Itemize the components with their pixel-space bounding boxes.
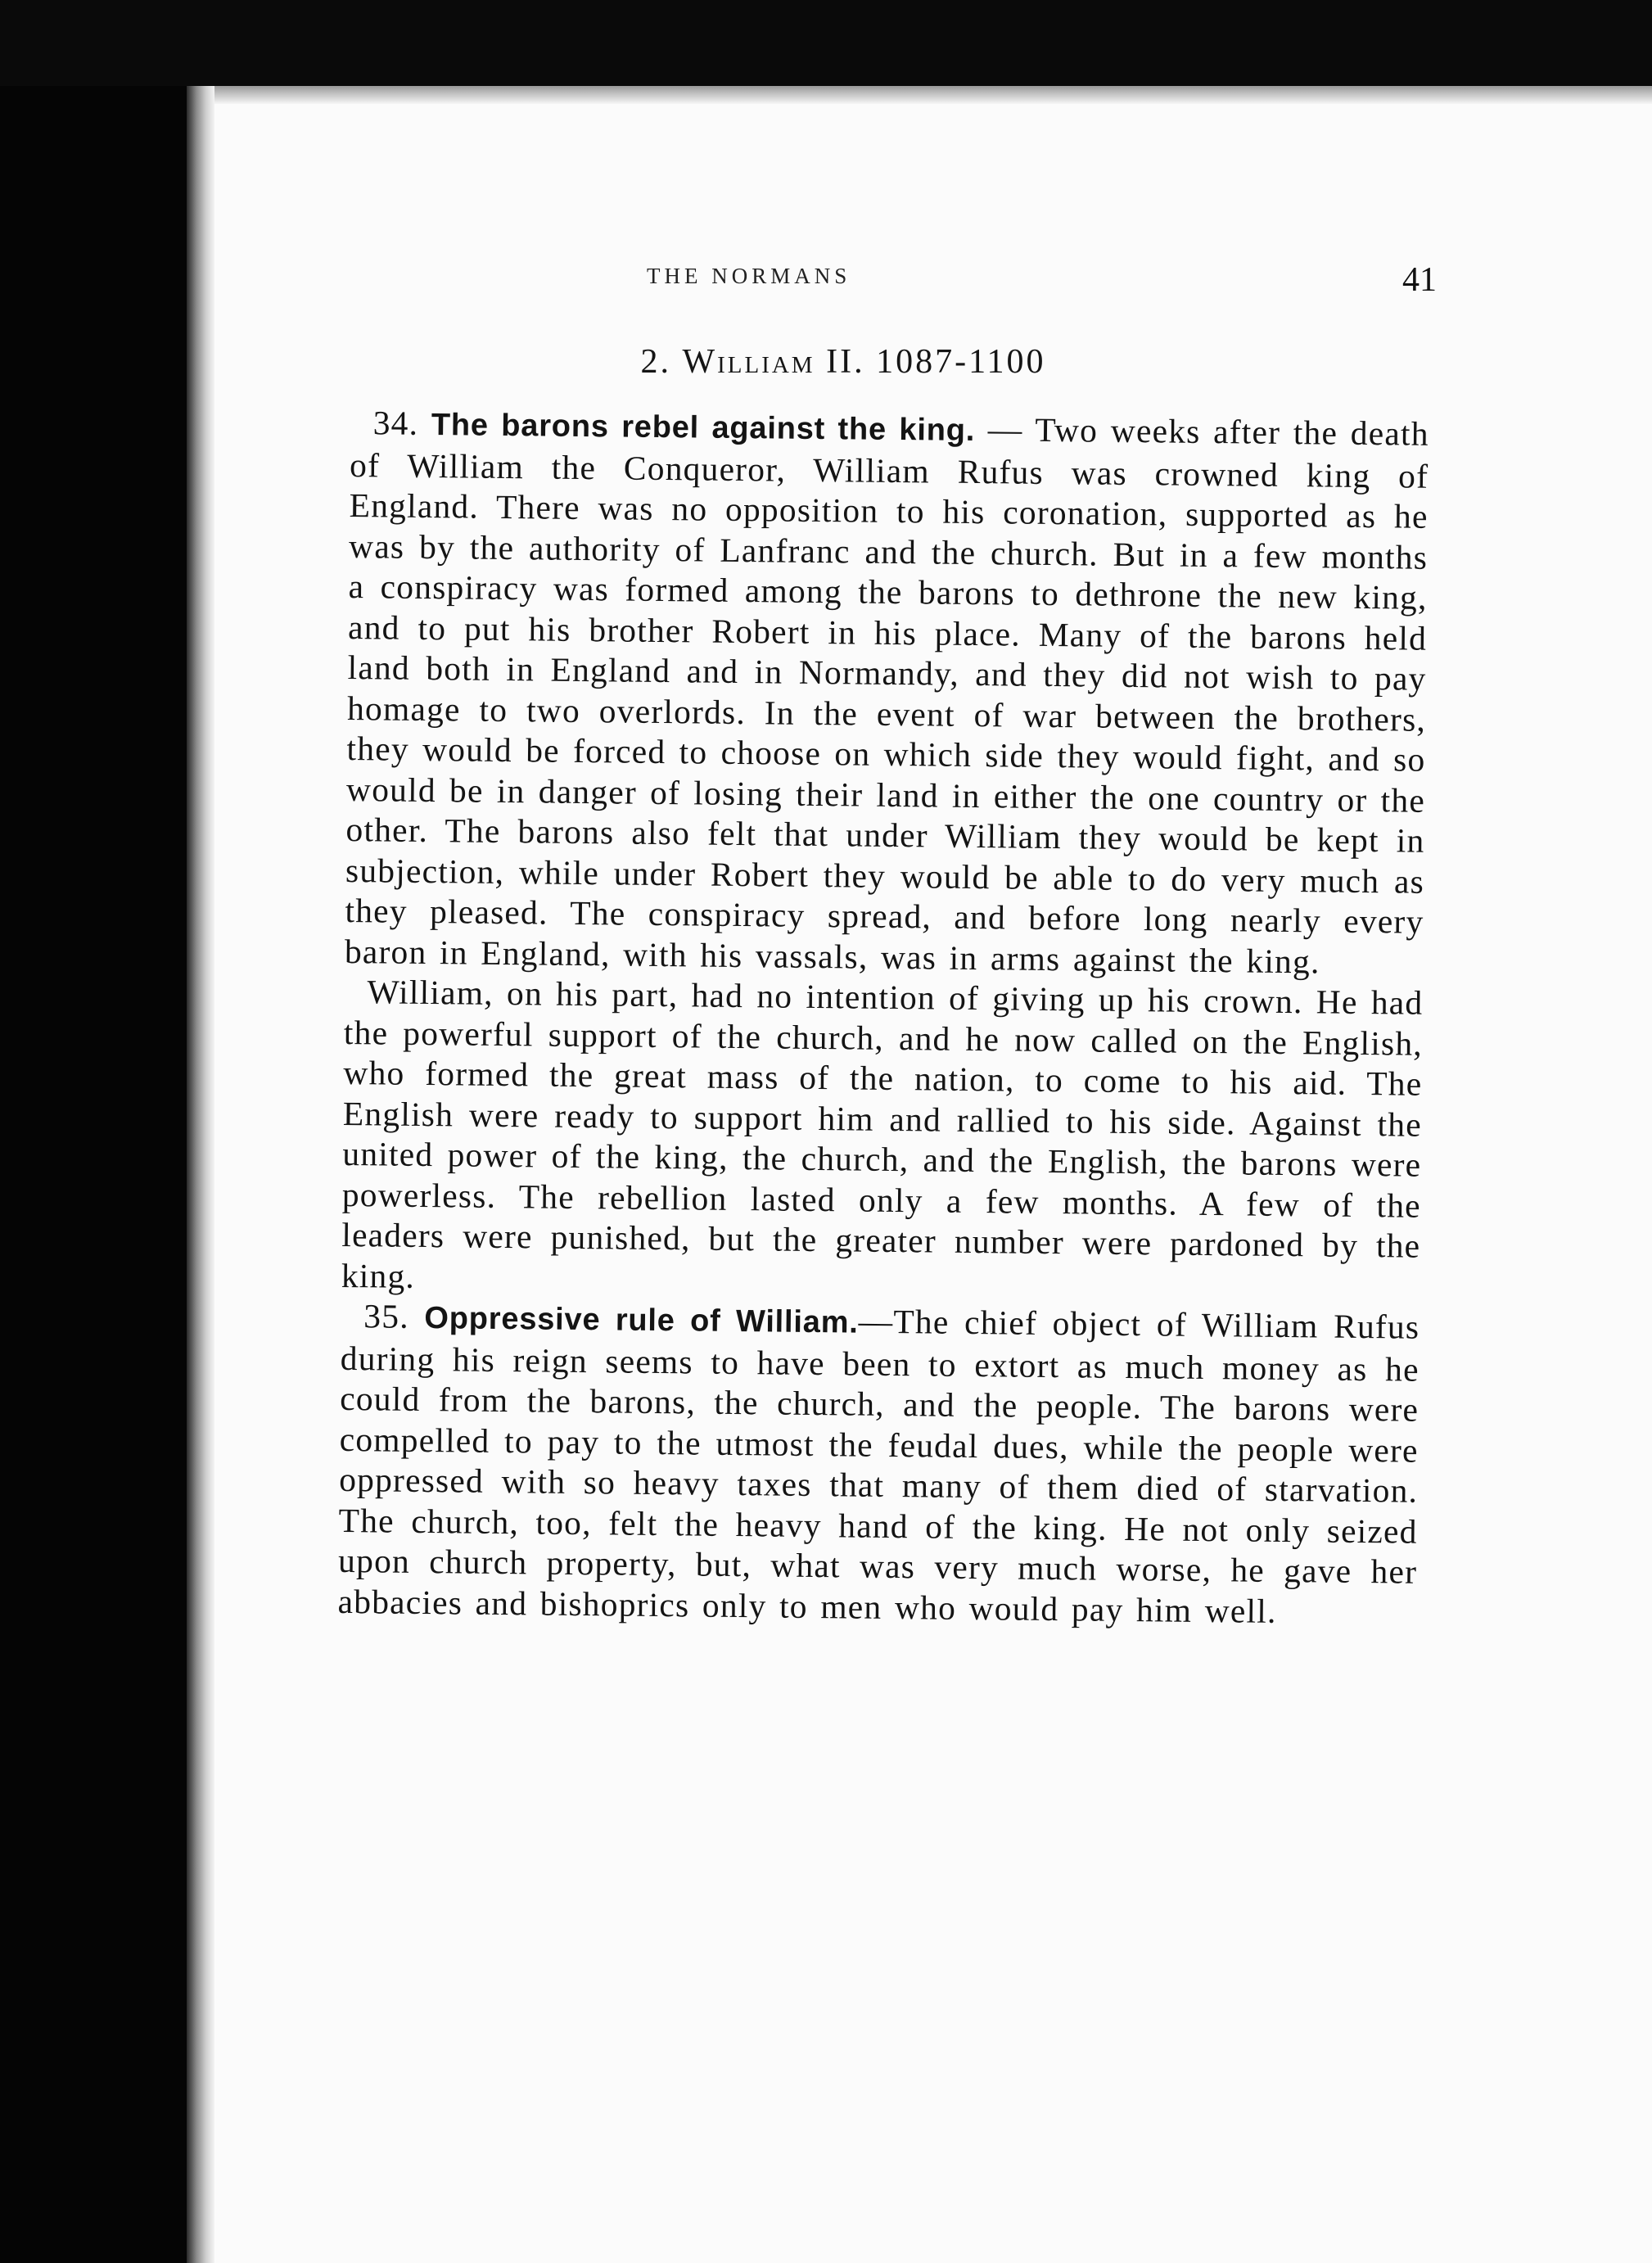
paragraph-text: — Two weeks after the death of William the Conqueror, William Rufus was crowned king of England. There was no opposition to his coronation, supported as he was by the authority of Lanfranc and the church. But in a few months a conspiracy was formed among the barons to dethrone the new king, and to put his brother Robert in his place. Many of the barons held land both in England and in Normandy, and they did not wish to pay homage to two overlords. In the event of war between the brothers, they would be forced to choose on which side they would fight, and so would be in danger of losing their land in either the one country or the other. The barons also felt that under William they would be kept in subjection, while under Robert they would be able to do very much as they pleased. The conspiracy spread, and before long nearly every baron in England, with his vassals, was in arms against the king. (344, 409, 1429, 980)
running-head (246, 260, 1437, 309)
section-dates: 1087-1100 (876, 343, 1046, 381)
paragraph-text: —The chief object of William Rufus during his reign seems to have been to extort as much money as he could from the barons, the church, and the people. The barons were compelled to pay to the utmost the feudal dues, while the people were oppressed with so heavy taxes that many of them died of starvation. The church, too, felt the heavy hand of the king. He not only seized upon church property, but, what was very much worse, he gave her abbacies and bishoprics only to men who would pay him well. (337, 1302, 1420, 1630)
page-number: 41 (1402, 261, 1437, 299)
scan-background (0, 0, 213, 2263)
paragraph-number: 34. (372, 404, 419, 442)
running-title: THE NORMANS (647, 264, 851, 288)
paragraph-34-continued (341, 972, 1424, 1308)
scan-background-top (0, 0, 1652, 86)
body-text (337, 403, 1429, 1633)
page-top-shadow (187, 86, 1652, 104)
section-heading (246, 342, 1441, 382)
paragraph-35 (337, 1296, 1420, 1633)
section-number: 2. (640, 343, 671, 381)
page-gutter (187, 86, 214, 2263)
paragraph-number: 35. (363, 1297, 410, 1335)
section-name: William II. (682, 343, 865, 381)
paragraph-heading: The barons rebel against the king. (431, 408, 976, 448)
paragraph-heading: Oppressive rule of William. (424, 1301, 859, 1340)
paragraph-34 (345, 403, 1429, 983)
paragraph-text: William, on his part, had no intention of giving up his crown. He had the powerful support of the church, and he now called on the English, who formed the great mass of the nation, to come to his aid. The English were ready to support him and rallied to his side. Against the united power of the king, the church, and the English, the barons were powerless. The rebellion lasted only a few months. A few of the leaders were punished, but the greater number were pardoned by the king. (341, 973, 1424, 1295)
